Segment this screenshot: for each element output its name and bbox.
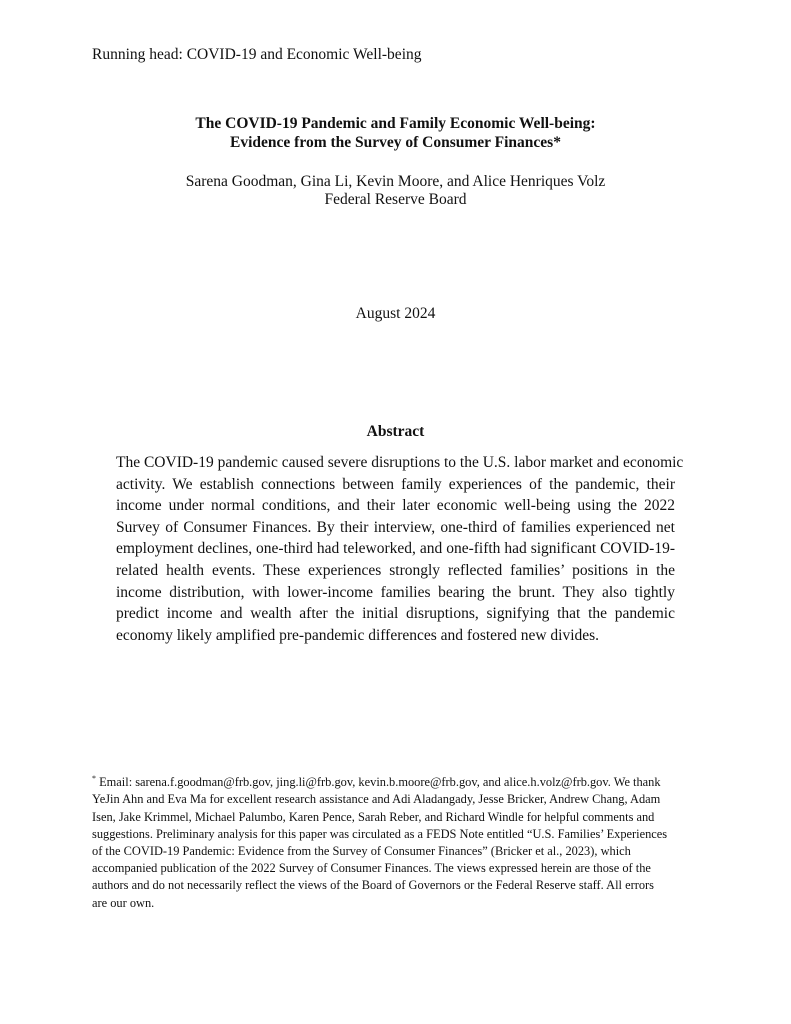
paper-title [0, 114, 791, 152]
abstract-line: income distribution, with lower-income families bearing the brunt. They also tightly [116, 583, 675, 601]
abstract-body [116, 452, 684, 646]
footnote-line: suggestions. Preliminary analysis for this paper was circulated as a FEDS Note entitled “U.S. Families’ Experiences [92, 826, 668, 841]
footnote-line: accompanied publication of the 2022 Survey of Consumer Finances. The views expressed herein are those of the [92, 861, 651, 876]
running-head: Running head: COVID-19 and Economic Well-being [92, 46, 422, 63]
footnote-line: are our own. [92, 895, 155, 910]
date: August 2024 [355, 305, 436, 322]
abstract-line: income under normal conditions, and their later economic well-being using the 2022 [116, 497, 675, 515]
footnote [92, 770, 712, 912]
abstract-line: activity. We establish connections between family experiences of the pandemic, their [116, 475, 675, 493]
authors: Sarena Goodman, Gina Li, Kevin Moore, and Alice Henriques Volz [185, 173, 606, 190]
abstract-line: related health events. These experiences strongly reflected families’ positions in the [116, 561, 675, 579]
footnote-line: of the COVID-19 Pandemic: Evidence from the Survey of Consumer Finances” (Bricker et al., 2023), which [92, 843, 631, 858]
abstract-line: employment declines, one-third had teleworked, and one-fifth had significant COVID-19- [116, 540, 675, 558]
abstract-line: Survey of Consumer Finances. By their interview, one-third of families experienced net [116, 518, 675, 536]
footnote-text: Email: sarena.f.goodman@frb.gov, jing.li@frb.gov, kevin.b.moore@frb.gov, and alice.h.volz@frb.gov. We thank [96, 775, 661, 790]
abstract-line: predict income and wealth after the initial disruptions, signifying that the pandemic [116, 605, 675, 623]
author-block [0, 173, 791, 209]
footnote-line: authors and do not necessarily reflect the views of the Board of Governors or the Federal Reserve staff. All errors [92, 878, 654, 893]
footnote-mark: * [92, 774, 96, 783]
abstract-line: economy likely amplified pre-pandemic differences and fostered new divides. [116, 626, 600, 644]
abstract-line: The COVID-19 pandemic caused severe disruptions to the U.S. labor market and economic [116, 454, 684, 471]
footnote-line: YeJin Ahn and Eva Ma for excellent research assistance and Adi Aladangady, Jesse Bricker, Andrew Chang, Adam [92, 792, 661, 807]
title-line: Evidence from the Survey of Consumer Finances* [230, 134, 561, 151]
footnote-line [92, 770, 712, 791]
title-line: The COVID-19 Pandemic and Family Economic Well-being: [195, 115, 596, 132]
affiliation: Federal Reserve Board [324, 191, 467, 208]
footnote-line: Isen, Jake Krimmel, Michael Palumbo, Karen Pence, Sarah Reber, and Richard Windle for helpful comments and [92, 809, 655, 824]
abstract-heading: Abstract [366, 423, 425, 440]
